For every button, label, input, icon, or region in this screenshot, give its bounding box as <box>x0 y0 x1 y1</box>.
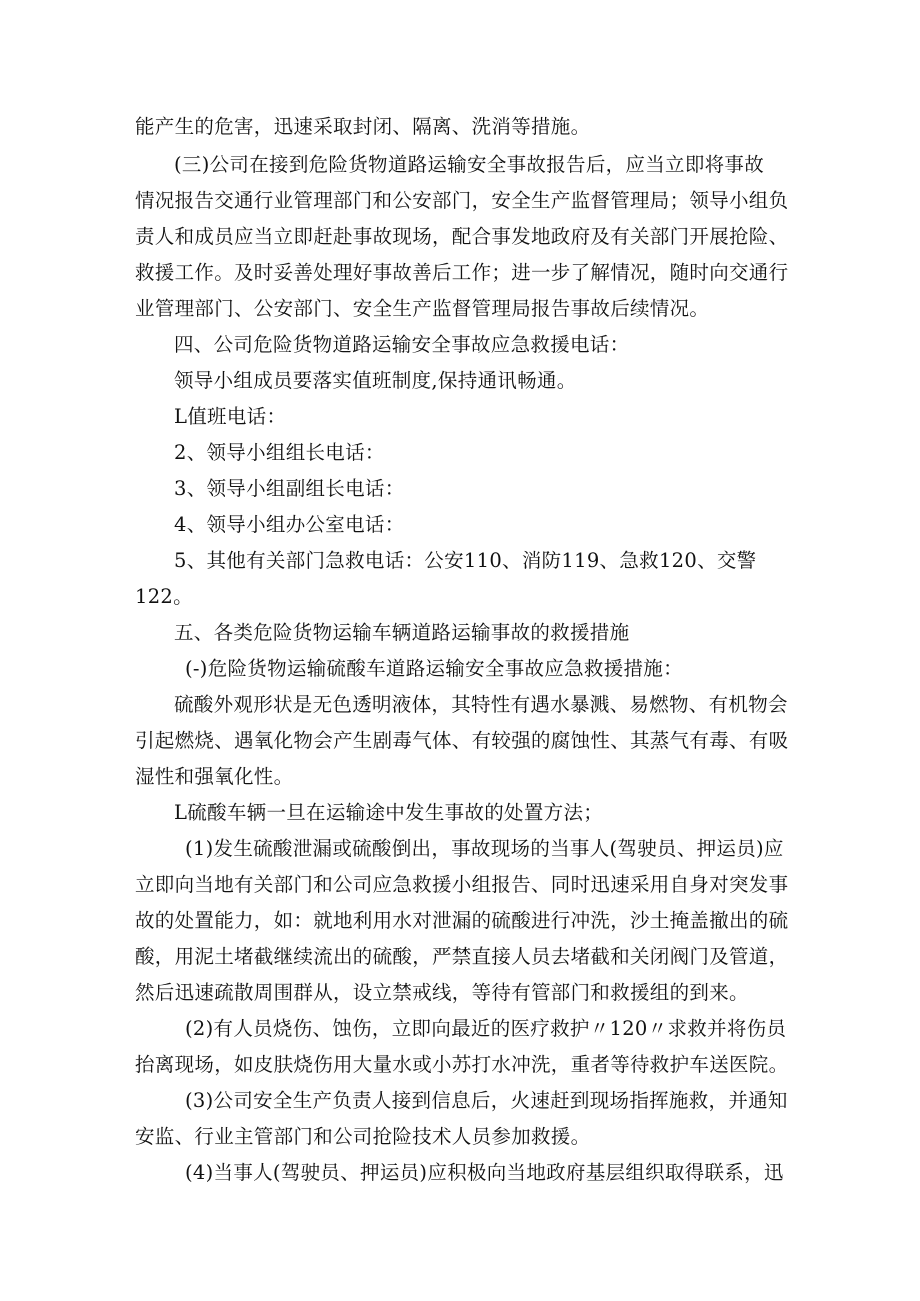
text-line: 立即向当地有关部门和公司应急救援小组报告、同时迅速采用自身对突发事 <box>135 873 789 896</box>
list-item: 4、领导小组办公室电话： <box>174 513 405 536</box>
text-line: (三)公司在接到危险货物道路运输安全事故报告后，应当立即将事故 <box>174 153 765 176</box>
text-line: 酸，用泥土堵截继续流出的硫酸，严禁直接人员去堵截和关闭阀门及管道， <box>135 945 789 968</box>
text-line: 引起燃烧、遇氧化物会产生剧毒气体、有较强的腐蚀性、其蒸气有毒、有吸 <box>135 729 789 752</box>
text-line: (2)有人员烧伤、蚀伤，立即向最近的医疗救护〃120〃求救并将伤员 <box>185 1017 787 1040</box>
text-line: 湿性和强氧化性。 <box>135 765 294 788</box>
text-line: (1)发生硫酸泄漏或硫酸倒出，事故现场的当事人(驾驶员、押运员)应 <box>185 837 784 860</box>
text-line: (4)当事人(驾驶员、押运员)应积极向当地政府基层组织取得联系，迅 <box>185 1161 784 1184</box>
text-line: 救援工作。及时妥善处理好事故善后工作；进一步了解情况，随时向交通行 <box>135 261 789 284</box>
list-item: 2、领导小组组长电话： <box>174 441 385 464</box>
text-line: 责人和成员应当立即赶赴事故现场，配合事发地政府及有关部门开展抢险、 <box>135 225 789 248</box>
text-line: 122。 <box>135 585 193 608</box>
text-line: (3)公司安全生产负责人接到信息后，火速赶到现场指挥施救，并通知 <box>185 1089 788 1112</box>
list-item: 5、其他有关部门急救电话：公安110、消防119、急救120、交警 <box>174 549 757 572</box>
text-line: 业管理部门、公安部门、安全生产监督管理局报告事故后续情况。 <box>135 297 710 320</box>
text-line: 抬离现场，如皮肤烧伤用大量水或小苏打水冲洗，重者等待救护车送医院。 <box>135 1053 789 1076</box>
text-line: 硫酸外观形状是无色透明液体，其特性有遇水暴溅、易燃物、有机物会 <box>174 693 788 716</box>
text-line: 然后迅速疏散周围群从，设立禁戒线，等待有管部门和救援组的到来。 <box>135 981 749 1004</box>
subsection-heading: (-)危险货物运输硫酸车道路运输安全事故应急救援措施： <box>185 657 683 680</box>
text-line: 情况报告交通行业管理部门和公安部门，安全生产监督管理局；领导小组负 <box>135 189 789 212</box>
text-line: 安监、行业主管部门和公司抢险技术人员参加救援。 <box>135 1125 591 1148</box>
section-heading: 五、各类危险货物运输车辆道路运输事故的救援措施 <box>174 621 630 644</box>
section-heading: 四、公司危险货物道路运输安全事故应急救援电话： <box>174 333 630 356</box>
list-item: 3、领导小组副组长电话： <box>174 477 405 500</box>
list-item: L值班电话： <box>174 405 287 428</box>
text-line: 能产生的危害，迅速采取封闭、隔离、洗消等措施。 <box>135 115 591 138</box>
list-item: L硫酸车辆一旦在运输途中发生事故的处置方法； <box>174 801 604 824</box>
text-line: 领导小组成员要落实值班制度,保持通讯畅通。 <box>174 369 577 392</box>
text-line: 故的处置能力，如：就地利用水对泄漏的硫酸进行冲洗，沙土掩盖撤出的硫 <box>135 909 789 932</box>
